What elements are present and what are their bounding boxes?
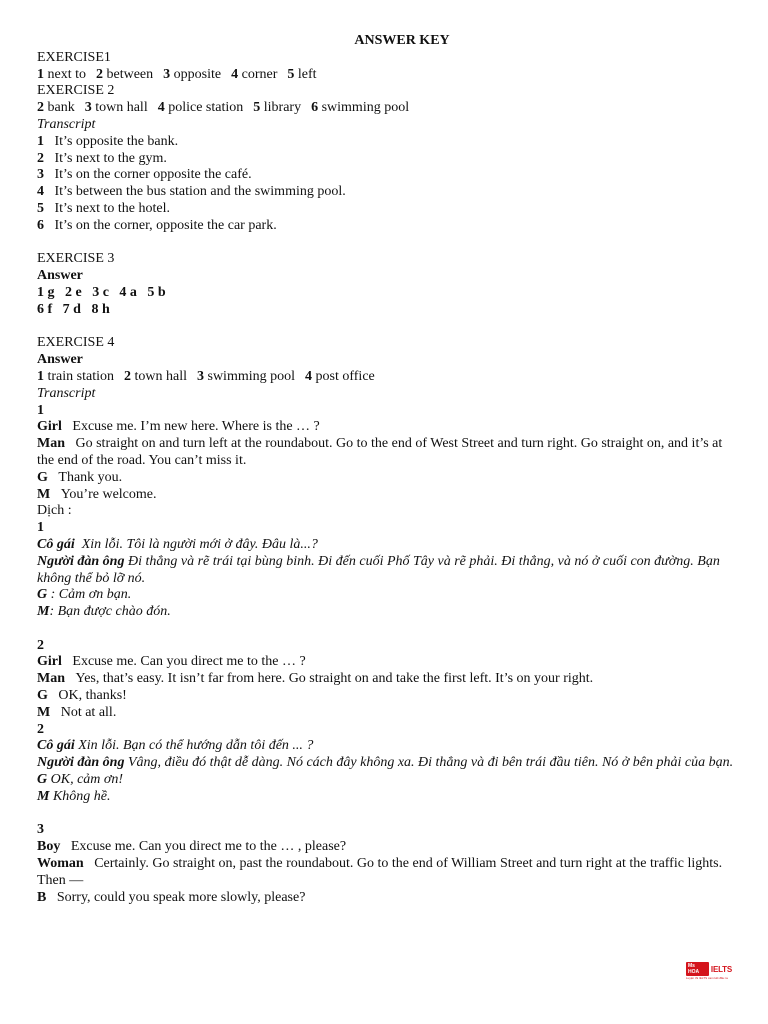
answer-text: police station (168, 100, 244, 116)
speaker: Cô gái (37, 738, 75, 754)
speaker: G (37, 688, 48, 704)
speech: Sorry, could you speak more slowly, please? (56, 889, 306, 905)
speaker: Người đàn ông (37, 553, 125, 569)
speaker: B (37, 889, 47, 905)
dialogue-line (37, 890, 737, 907)
exercise-4-heading: EXERCISE 4 (37, 335, 115, 351)
translation-line (37, 554, 737, 588)
answer-text: bank (47, 100, 75, 116)
line-number: 6 (37, 217, 44, 233)
spacer (37, 319, 737, 336)
answer-number: 3 (197, 368, 204, 384)
answer-text: next to (47, 66, 86, 82)
exercise-4-answer-label: Answer (37, 352, 83, 368)
answer-number: 5 (287, 66, 295, 82)
exercise-3-answer-label: Answer (37, 268, 83, 284)
line-text: It’s between the bus station and the swimming pool. (54, 184, 346, 200)
logo-badge: Ms HOA (686, 962, 709, 976)
speech: Excuse me. Can you direct me to the … ? (72, 654, 306, 670)
speaker: Girl (37, 419, 62, 435)
line-number: 3 (37, 167, 44, 183)
exercise-4-answers (37, 369, 737, 386)
answer-key-document (37, 33, 737, 906)
answer-text: opposite (173, 66, 222, 82)
speaker: M (37, 604, 50, 620)
answer-text: post office (315, 368, 375, 384)
line-number: 2 (37, 150, 44, 166)
translation-line (37, 537, 737, 554)
dialogue-line (37, 688, 737, 705)
speech: Excuse me. Can you direct me to the … , please? (70, 839, 347, 855)
dialogue-1-number: 1 (37, 402, 44, 418)
answer-number: 2 (124, 368, 131, 384)
line-text: It’s on the corner, opposite the car park. (54, 217, 277, 233)
speech: : Cảm ơn bạn. (47, 587, 132, 603)
answer-number: 3 (84, 100, 92, 116)
transcript-line (37, 151, 737, 168)
speech: Đi thẳng và rẽ trái tại bùng binh. Đi đến cuối Phố Tây và rẽ phải. Đi thẳng, và nó ở cuối con đường. Bạn không thể bỏ lỡ nó. (37, 553, 720, 586)
exercise-3-answers-row-2: 6 f 7 d 8 h (37, 301, 110, 317)
speech: : Bạn được chào đón. (49, 604, 171, 620)
answer-text: train station (47, 368, 114, 384)
translation-1-number: 1 (37, 520, 44, 536)
speaker: Woman (37, 856, 84, 872)
dialogue-line (37, 436, 737, 470)
exercise-1-heading: EXERCISE1 (37, 49, 111, 65)
answer-number: 4 (305, 368, 313, 384)
speech: OK, thanks! (58, 688, 127, 704)
answer-number: 2 (37, 100, 44, 116)
speaker: Cô gái (37, 536, 75, 552)
translation-line (37, 755, 737, 772)
speech: OK, cảm ơn! (47, 772, 124, 788)
translation-line (37, 772, 737, 789)
speaker: Người đàn ông (37, 755, 125, 771)
translation-label: Dịch : (37, 503, 72, 519)
transcript-line (37, 218, 737, 235)
speech: Certainly. Go straight on, past the roundabout. Go to the end of William Street and turn right at the traffic lights. Then — (37, 856, 723, 888)
exercise-4-transcript-label: Transcript (37, 385, 96, 401)
answer-number: 1 (37, 368, 44, 384)
line-text: It’s next to the hotel. (54, 200, 170, 216)
answer-number: 3 (163, 66, 171, 82)
answer-text: swimming pool (321, 100, 410, 116)
speaker: G (37, 469, 48, 485)
answer-number: 4 (231, 66, 239, 82)
transcript-line (37, 134, 737, 151)
exercise-3-heading: EXERCISE 3 (37, 251, 115, 267)
speaker: G (37, 587, 48, 603)
logo-tagline: Luyện thi IELTS cam kết đầu ra (686, 976, 728, 980)
exercise-2-heading: EXERCISE 2 (37, 83, 115, 99)
speech: Không hề. (49, 788, 111, 804)
dialogue-line (37, 654, 737, 671)
answer-text: library (263, 100, 302, 116)
answer-text: left (297, 66, 317, 82)
dialogue-3-number: 3 (37, 822, 44, 838)
spacer (37, 621, 737, 638)
dialogue-line (37, 705, 737, 722)
answer-text: town hall (134, 368, 187, 384)
spacer (37, 235, 737, 252)
speech: You’re welcome. (60, 486, 157, 502)
line-number: 5 (37, 200, 44, 216)
exercise-1-answers (37, 67, 737, 84)
dialogue-line (37, 470, 737, 487)
logo-wordmark: IELTS (710, 964, 732, 974)
line-text: It’s opposite the bank. (54, 133, 179, 149)
answer-number: 6 (311, 100, 319, 116)
answer-text: town hall (95, 100, 148, 116)
exercise-3-answers-row-1: 1 g 2 e 3 c 4 a 5 b (37, 284, 166, 300)
line-number: 4 (37, 184, 44, 200)
speech: Not at all. (60, 704, 117, 720)
speaker: Man (37, 671, 65, 687)
answer-number: 4 (157, 100, 165, 116)
speaker: Man (37, 436, 65, 452)
exercise-2-transcript-label: Transcript (37, 116, 96, 132)
speech: Xin lỗi. Tôi là người mới ở đây. Đâu là...? (78, 536, 318, 552)
line-text: It’s next to the gym. (54, 150, 167, 166)
transcript-line (37, 201, 737, 218)
answer-number: 1 (37, 66, 44, 82)
dialogue-line (37, 671, 737, 688)
translation-line (37, 587, 737, 604)
speech: Xin lỗi. Bạn có thể hướng dẫn tôi đến ... ? (74, 738, 314, 754)
speech: Go straight on and turn left at the roundabout. Go to the end of West Street and turn right. Go straight on, and it’s at the end of the road. You can’t miss it. (37, 436, 723, 468)
translation-line (37, 604, 737, 621)
speaker: M (37, 704, 51, 720)
answer-number: 5 (253, 100, 261, 116)
translation-line (37, 738, 737, 755)
answer-text: between (106, 66, 154, 82)
speaker: M (37, 486, 51, 502)
transcript-line (37, 184, 737, 201)
spacer (37, 806, 737, 823)
speaker: Boy (37, 839, 61, 855)
speech: Vâng, điều đó thật dễ dàng. Nó cách đây không xa. Đi thẳng và đi bên trái đầu tiên. Nó ở bên phải của bạn. (124, 755, 734, 771)
dialogue-line (37, 856, 737, 890)
speaker: Girl (37, 654, 62, 670)
speaker: G (37, 772, 48, 788)
dialogue-2-number: 2 (37, 637, 44, 653)
answer-number: 2 (96, 66, 103, 82)
dialogue-line (37, 487, 737, 504)
speaker: M (37, 788, 50, 804)
ielts-logo (686, 962, 732, 982)
answer-text: corner (241, 66, 278, 82)
dialogue-line (37, 419, 737, 436)
line-number: 1 (37, 133, 44, 149)
transcript-line (37, 167, 737, 184)
speech: Excuse me. I’m new here. Where is the … ? (72, 419, 320, 435)
speech: Thank you. (58, 469, 123, 485)
line-text: It’s on the corner opposite the café. (54, 167, 252, 183)
page-title: ANSWER KEY (354, 33, 450, 48)
exercise-2-answers (37, 100, 737, 117)
speech: Yes, that’s easy. It isn’t far from here. Go straight on and take the first left. It’s on your right. (75, 671, 594, 687)
translation-2-number: 2 (37, 721, 44, 737)
dialogue-line (37, 839, 737, 856)
translation-line (37, 789, 737, 806)
answer-text: swimming pool (207, 368, 296, 384)
